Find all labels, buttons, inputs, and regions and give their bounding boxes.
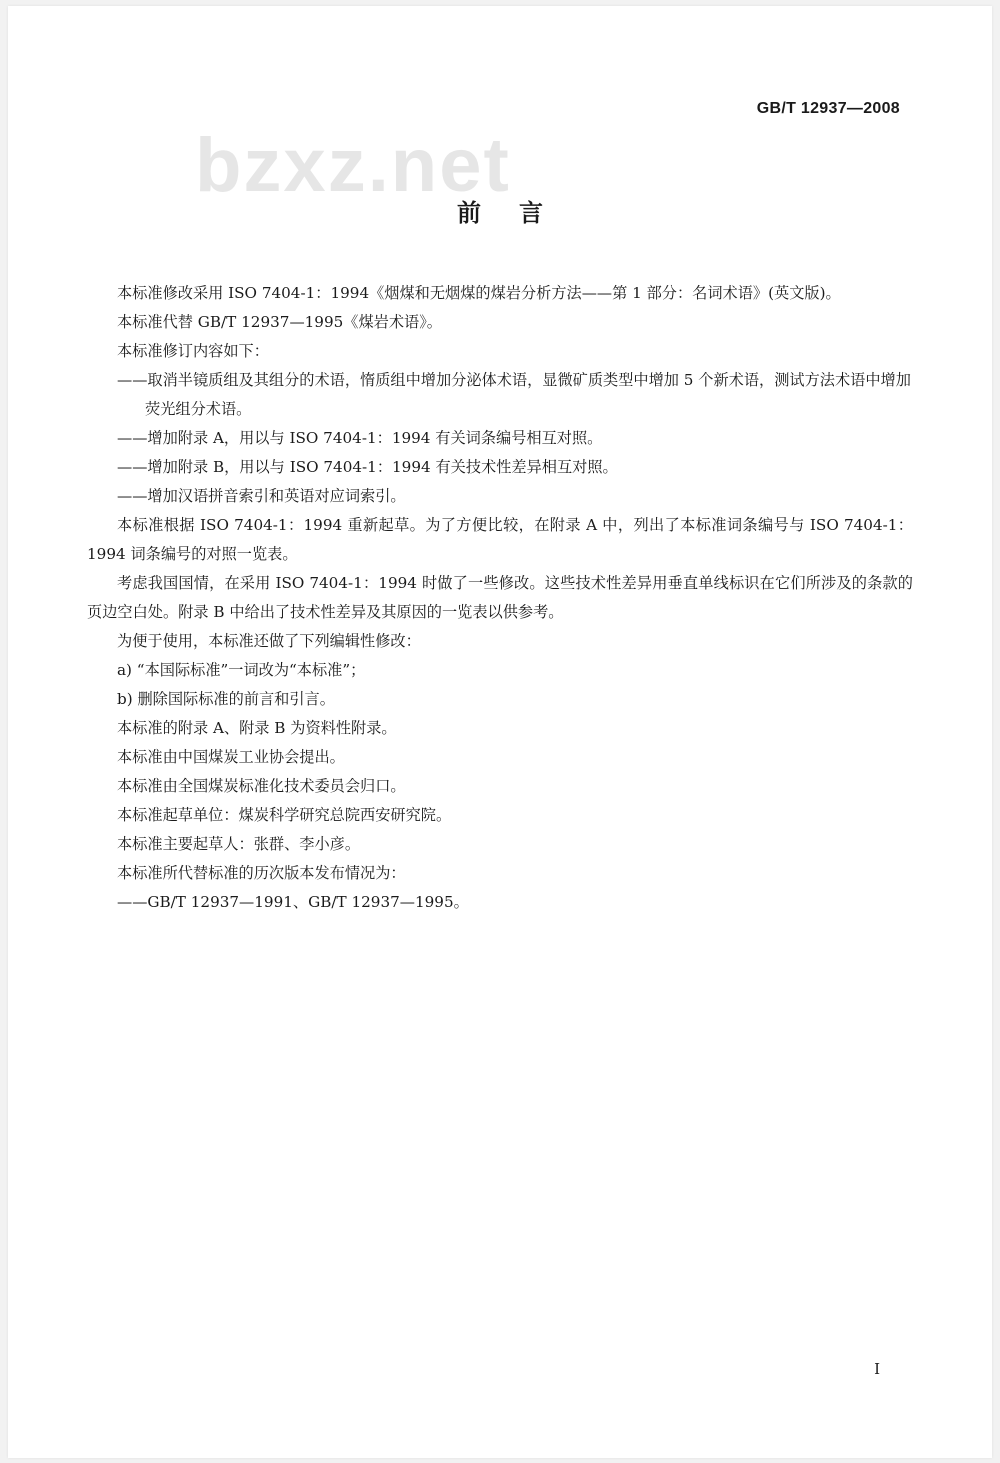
paragraph-replaces: 本标准代替 GB/T 12937—1995《煤岩术语》。 xyxy=(117,313,442,331)
paragraph-redrafted: 本标准根据 ISO 7404-1：1994 重新起草。为了方便比较，在附录 A 中，列出了本标准词条编号与 ISO 7404-1：1994 词条编号的对照一览表。 xyxy=(87,516,913,563)
watermark: bzxz.net xyxy=(195,123,511,208)
revision-item: ——增加附录 B，用以与 ISO 7404-1：1994 有关技术性差异相互对照。 xyxy=(117,458,618,476)
page-title: 前言 xyxy=(457,199,581,227)
revision-item: ——取消半镜质组及其组分的术语，惰质组中增加分泌体术语，显微矿质类型中增加 5 个新术语，测试方法术语中增加荧光组分术语。 xyxy=(117,371,911,418)
document-body xyxy=(87,279,913,917)
editorial-item: b) 删除国际标准的前言和引言。 xyxy=(117,690,335,708)
paragraph-proposed-by: 本标准由中国煤炭工业协会提出。 xyxy=(117,748,345,766)
page-number: I xyxy=(874,1360,880,1378)
paragraph-drafters: 本标准主要起草人：张群、李小彦。 xyxy=(117,835,360,853)
revision-item: ——增加汉语拼音索引和英语对应词索引。 xyxy=(117,487,406,505)
paragraph-technical-committee: 本标准由全国煤炭标准化技术委员会归口。 xyxy=(117,777,406,795)
paragraph-adoption: 本标准修改采用 ISO 7404-1：1994《烟煤和无烟煤的煤岩分析方法——第 1 部分：名词术语》(英文版)。 xyxy=(117,284,841,302)
paragraph-technical-differences: 考虑我国国情，在采用 ISO 7404-1：1994 时做了一些修改。这些技术性差异用垂直单线标识在它们所涉及的条款的页边空白处。附录 B 中给出了技术性差异及其原因的一览表以供参考。 xyxy=(87,574,913,621)
paragraph-revisions-intro: 本标准修订内容如下： xyxy=(117,342,269,360)
revision-item: ——增加附录 A，用以与 ISO 7404-1：1994 有关词条编号相互对照。 xyxy=(117,429,603,447)
paragraph-drafting-unit: 本标准起草单位：煤炭科学研究总院西安研究院。 xyxy=(117,806,452,824)
paragraph-history-intro: 本标准所代替标准的历次版本发布情况为： xyxy=(117,864,406,882)
paragraph-editorial-intro: 为便于使用，本标准还做了下列编辑性修改： xyxy=(117,632,421,650)
history-item: ——GB/T 12937—1991、GB/T 12937—1995。 xyxy=(117,893,469,911)
paragraph-annexes: 本标准的附录 A、附录 B 为资料性附录。 xyxy=(117,719,397,737)
standard-number: GB/T 12937—2008 xyxy=(756,100,900,117)
editorial-item: a) “本国际标准”一词改为“本标准”； xyxy=(117,661,366,679)
